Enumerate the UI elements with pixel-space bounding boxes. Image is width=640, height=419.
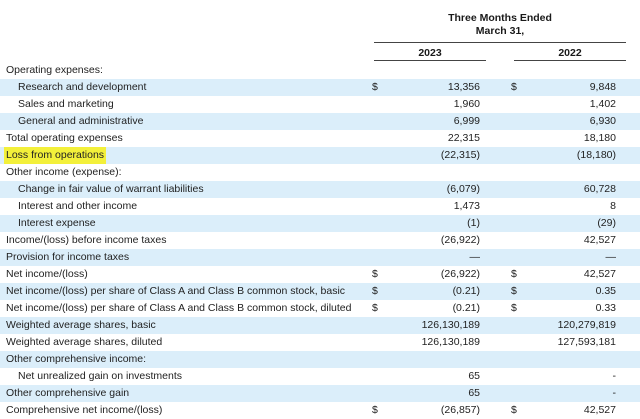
value-2022: - — [612, 387, 616, 399]
row-label: Interest and other income — [18, 200, 138, 212]
period-header-line2: March 31, — [475, 25, 525, 37]
currency-2022: $ — [511, 404, 517, 416]
table-row — [0, 232, 640, 249]
row-label: Provision for income taxes — [6, 251, 130, 263]
value-2023: (6,079) — [446, 183, 480, 195]
income-statement-table — [0, 62, 640, 419]
value-2022: 0.33 — [595, 302, 616, 314]
value-2022: 42,527 — [583, 268, 616, 280]
year-header-2023: 2023 — [418, 47, 442, 59]
value-2023: 65 — [468, 387, 480, 399]
currency-2022: $ — [511, 285, 517, 297]
value-2022: 1,402 — [589, 98, 616, 110]
value-2022: 0.35 — [595, 285, 616, 297]
value-2023: (1) — [467, 217, 480, 229]
table-row — [0, 130, 640, 147]
table-row — [0, 266, 640, 283]
value-2022: (29) — [597, 217, 616, 229]
currency-2022: $ — [511, 302, 517, 314]
row-label: Other comprehensive gain — [6, 387, 130, 399]
value-2023: 22,315 — [447, 132, 480, 144]
row-label: Change in fair value of warrant liabilities — [18, 183, 204, 195]
row-label: Other income (expense): — [6, 166, 122, 178]
row-label: Net income/(loss) per share of Class A and Class B common stock, diluted — [6, 302, 352, 314]
row-label: Income/(loss) before income taxes — [6, 234, 167, 246]
value-2022: 42,527 — [583, 234, 616, 246]
table-row — [0, 334, 640, 351]
table-row — [0, 351, 640, 368]
table-row — [0, 198, 640, 215]
row-label: Research and development — [18, 81, 147, 93]
year-rule-2023 — [374, 60, 486, 61]
value-2023: (0.21) — [452, 285, 480, 297]
currency-2023: $ — [372, 404, 378, 416]
table-row — [0, 402, 640, 419]
row-label: Net income/(loss) per share of Class A and Class B common stock, basic — [6, 285, 346, 297]
value-2023: (0.21) — [452, 302, 480, 314]
value-2023: 6,999 — [453, 115, 480, 127]
currency-2023: $ — [372, 268, 378, 280]
table-row — [0, 79, 640, 96]
row-label: Interest expense — [18, 217, 96, 229]
value-2022: - — [612, 370, 616, 382]
value-2023: (26,857) — [440, 404, 480, 416]
table-row — [0, 368, 640, 385]
table-row — [0, 385, 640, 402]
table-row — [0, 215, 640, 232]
table-row — [0, 300, 640, 317]
value-2023: 1,473 — [453, 200, 480, 212]
value-2023: (26,922) — [440, 234, 480, 246]
row-label: Other comprehensive income: — [6, 353, 147, 365]
table-row — [0, 181, 640, 198]
value-2022: 18,180 — [583, 132, 616, 144]
header-rule-top — [374, 42, 626, 43]
row-label: Weighted average shares, diluted — [6, 336, 163, 348]
value-2023: (26,922) — [440, 268, 480, 280]
table-row — [0, 317, 640, 334]
value-2023: 1,960 — [453, 98, 480, 110]
row-label: Weighted average shares, basic — [6, 319, 156, 331]
value-2022: — — [605, 251, 616, 263]
row-label: Comprehensive net income/(loss) — [6, 404, 163, 416]
value-2022: 127,593,181 — [557, 336, 616, 348]
year-header-2022: 2022 — [558, 47, 582, 59]
table-row — [0, 283, 640, 300]
value-2023: 126,130,189 — [421, 336, 480, 348]
value-2022: 8 — [610, 200, 616, 212]
value-2022: 9,848 — [589, 81, 616, 93]
table-row — [0, 147, 640, 164]
row-label: General and administrative — [18, 115, 144, 127]
value-2023: 126,130,189 — [421, 319, 480, 331]
row-label: Net unrealized gain on investments — [18, 370, 183, 382]
row-label: Total operating expenses — [6, 132, 123, 144]
value-2023: 65 — [468, 370, 480, 382]
year-rule-2022 — [514, 60, 626, 61]
table-row — [0, 62, 640, 79]
table-row — [0, 249, 640, 266]
table-row — [0, 96, 640, 113]
row-label: Operating expenses: — [6, 64, 103, 76]
row-label-highlighted: Loss from operations — [4, 147, 106, 164]
value-2023: 13,356 — [447, 81, 480, 93]
value-2023: (22,315) — [440, 149, 480, 161]
table-row — [0, 113, 640, 130]
period-header — [374, 12, 626, 38]
value-2022: 42,527 — [583, 404, 616, 416]
row-label: Net income/(loss) — [6, 268, 88, 280]
currency-2023: $ — [372, 285, 378, 297]
currency-2022: $ — [511, 268, 517, 280]
currency-2022: $ — [511, 81, 517, 93]
currency-2023: $ — [372, 302, 378, 314]
table-row — [0, 164, 640, 181]
value-2022: 6,930 — [589, 115, 616, 127]
currency-2023: $ — [372, 81, 378, 93]
value-2023: — — [469, 251, 480, 263]
value-2022: (18,180) — [576, 149, 616, 161]
value-2022: 120,279,819 — [557, 319, 616, 331]
row-label: Sales and marketing — [18, 98, 114, 110]
value-2022: 60,728 — [583, 183, 616, 195]
period-header-line1: Three Months Ended — [448, 12, 552, 24]
